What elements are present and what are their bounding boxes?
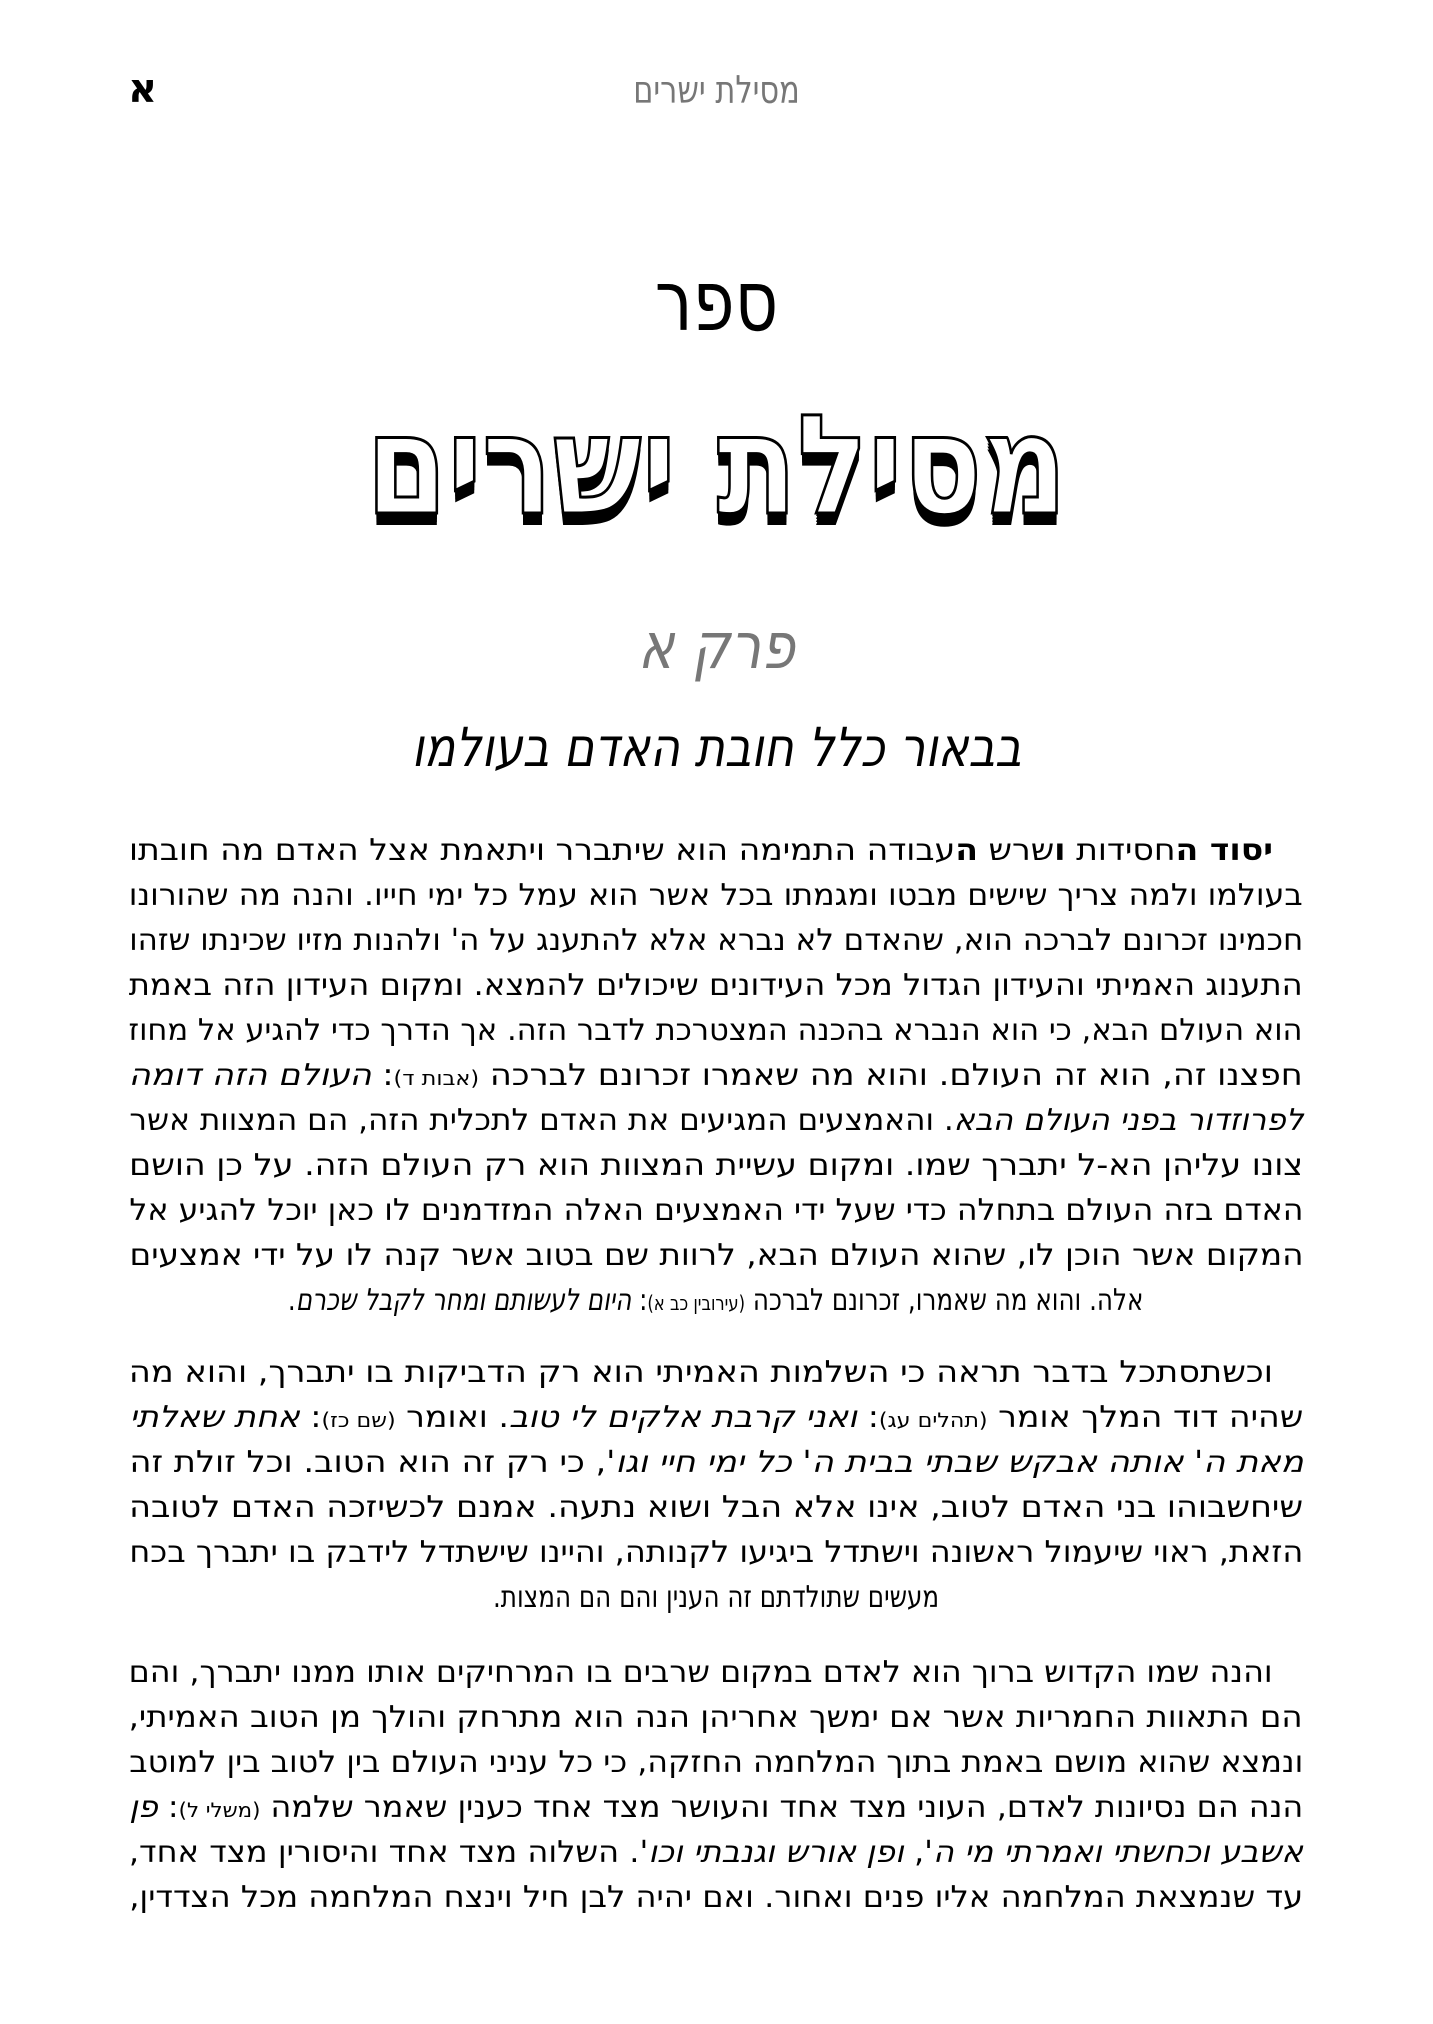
- paragraph-line: [129, 1098, 1303, 1143]
- text-segment: התענוג האמיתי והעידון הגדול מכל העידונים שיכולים להמצא. ומקום העידון הזה באמת: [129, 968, 1303, 1003]
- page-number: א: [128, 66, 158, 112]
- text-segment: עד שנמצאת המלחמה אליו פנים ואחור. ואם יהיה לבן חיל וינצח המלחמה מכל הצדדין,: [129, 1880, 1303, 1915]
- paragraph-line: [129, 1395, 1303, 1440]
- paragraph-line: [129, 1350, 1303, 1395]
- text-segment: שרש: [978, 833, 1055, 868]
- paragraph-line: [129, 1188, 1303, 1233]
- text-segment: וכשתסתכל בדבר תראה כי השלמות האמיתי הוא רק הדביקות בו יתברך, והוא מה: [129, 1355, 1273, 1390]
- paragraph-line: [129, 918, 1303, 963]
- paragraph-line: [129, 1440, 1303, 1485]
- text-segment: . השלוה מצד אחד והיסורין מצד אחד,: [129, 1835, 640, 1870]
- chapter-heading: פרק א: [638, 610, 795, 684]
- text-segment: . והאמצעים המגיעים את האדם לתכלית הזה, הם המצוות אשר: [128, 1103, 954, 1138]
- paragraph-line: [129, 1008, 1303, 1053]
- source-citation: (שם כז): [321, 1408, 396, 1432]
- source-citation: (אבות ד): [393, 1066, 480, 1090]
- text-segment: מעשים שתולדתם זה הענין והם הם המצות.: [492, 1580, 940, 1615]
- paragraph-line: [129, 1278, 1303, 1323]
- text-segment: הנה הם נסיונות לאדם, העוני מצד אחד והעושר מצד אחד כענין שאמר שלמה: [260, 1790, 1303, 1825]
- paragraph-line: [129, 1485, 1303, 1530]
- text-segment: יסוד ה: [1175, 833, 1273, 868]
- paragraph-line: [129, 963, 1303, 1008]
- text-segment: :: [371, 1058, 394, 1093]
- text-segment: ,: [903, 1835, 925, 1870]
- text-segment: . ואומר: [395, 1400, 509, 1435]
- paragraph-line: [129, 1830, 1303, 1875]
- text-segment: שיחשבוהו בני האדם לטוב, אינו אלא הבל ושוא נתעה. אמנם לכשיזכה האדם לטובה: [129, 1490, 1303, 1525]
- text-segment: חכמינו זכרונם לברכה הוא, שהאדם לא נברא אלא להתענג על ה' ולהנות מזיו שכינתו שזהו: [129, 923, 1303, 958]
- text-segment: הזאת, ראוי שיעמול ראשונה וישתדל ביגיעו לקנותה, והיינו שישתדל לידבק בו יתברך בכח: [128, 1535, 1303, 1570]
- quote-text: אחת שאלתי: [129, 1400, 300, 1435]
- text-segment: , כי רק זה הוא הטוב. וכל זולת זה: [129, 1445, 606, 1480]
- quote-text: לפרוזדור בפני העולם הבא: [953, 1103, 1303, 1138]
- text-segment: והנה שמו הקדוש ברוך הוא לאדם במקום שרבים בו המרחיקים אותו ממנו יתברך, והם: [129, 1655, 1273, 1690]
- quote-text: היום לעשותם ומחר לקבל שכרם: [296, 1283, 632, 1318]
- paragraph-line: [129, 1875, 1303, 1920]
- quote-text: אשבע וכחשתי ואמרתי מי ה': [924, 1835, 1303, 1870]
- text-segment: אלה. והוא מה שאמרו, זכרונם לברכה: [745, 1283, 1144, 1318]
- text-segment: שהיה דוד המלך אומר: [987, 1400, 1303, 1435]
- text-segment: :: [299, 1400, 322, 1435]
- paragraph-line: [129, 1233, 1303, 1278]
- paragraph-line: [129, 1053, 1303, 1098]
- text-segment: :: [631, 1283, 648, 1318]
- text-segment: ו: [1054, 833, 1066, 868]
- paragraph-line: [129, 828, 1303, 873]
- text-segment: :: [157, 1790, 179, 1825]
- source-citation: (משלי ל): [178, 1798, 261, 1822]
- quote-text: ופן אורש וגנבתי וכו': [639, 1835, 904, 1870]
- paragraph-line: [129, 1785, 1303, 1830]
- paragraph-line: [129, 1740, 1303, 1785]
- text-segment: ה: [955, 833, 979, 868]
- text-segment: המקום אשר הוכן לו, שהוא העולם הבא, לרוות שם בטוב אשר קנה לו על ידי אמצעים: [129, 1238, 1303, 1273]
- book-word-heading: ספר: [654, 252, 779, 350]
- quote-text: ואני קרבת אלקים לי טוב: [508, 1400, 857, 1435]
- paragraph-line: [129, 1575, 1303, 1620]
- source-citation: (עירובין כב א): [647, 1291, 746, 1315]
- paragraph-line: [129, 1695, 1303, 1740]
- chapter-subtitle: בבאור כלל חובת האדם בעולמו: [411, 716, 1022, 779]
- text-segment: חפצנו זה, הוא זה העולם. והוא מה שאמרו זכרונם לברכה: [479, 1058, 1303, 1093]
- source-citation: (תהלים עג): [878, 1408, 988, 1432]
- text-segment: חסידות: [1065, 833, 1176, 868]
- text-segment: .: [288, 1283, 297, 1318]
- paragraph-line: [129, 1530, 1303, 1575]
- text-segment: עבודה התמימה הוא שיתברר ויתאמת אצל האדם מה חובתו: [129, 833, 956, 868]
- text-segment: הם התאוות החמריות אשר אם ימשך אחריהן הנה הוא מתרחק והולך מן הטוב האמיתי,: [129, 1700, 1303, 1735]
- text-segment: האדם בזה העולם בתחלה כדי שעל ידי האמצעים האלה המזדמנים לו כאן יוכל להגיע אל: [129, 1193, 1303, 1228]
- text-segment: בעולמו ולמה צריך שישים מבטו ומגמתו בכל אשר הוא עמל כל ימי חייו. והנה מה שהורונו: [129, 878, 1303, 913]
- text-segment: הוא העולם הבא, כי הוא הנברא בהכנה המצטרכת לדבר הזה. אך הדרך כדי להגיע אל מחוז: [129, 1013, 1303, 1048]
- paragraph-line: [129, 1143, 1303, 1188]
- paragraph-line: [129, 873, 1303, 918]
- text-segment: ונמצא שהוא מושם באמת בתוך המלחמה החזקה, כי כל עניני העולם בין לטוב בין למוטב: [129, 1745, 1303, 1780]
- paragraph-line: [129, 1650, 1303, 1695]
- running-head-title: מסילת ישרים: [633, 68, 800, 112]
- quote-text: העולם הזה דומה: [129, 1058, 372, 1093]
- text-segment: צונו עליהן הא-ל יתברך שמו. ומקום עשיית המצוות הוא רק העולם הזה. על כן הושם: [129, 1148, 1303, 1183]
- quote-text: פן: [129, 1790, 158, 1825]
- text-segment: :: [856, 1400, 879, 1435]
- quote-text: מאת ה' אותה אבקש שבתי בבית ה' כל ימי חיי וגו': [605, 1445, 1303, 1480]
- book-title: מסילת ישרים: [365, 385, 1068, 546]
